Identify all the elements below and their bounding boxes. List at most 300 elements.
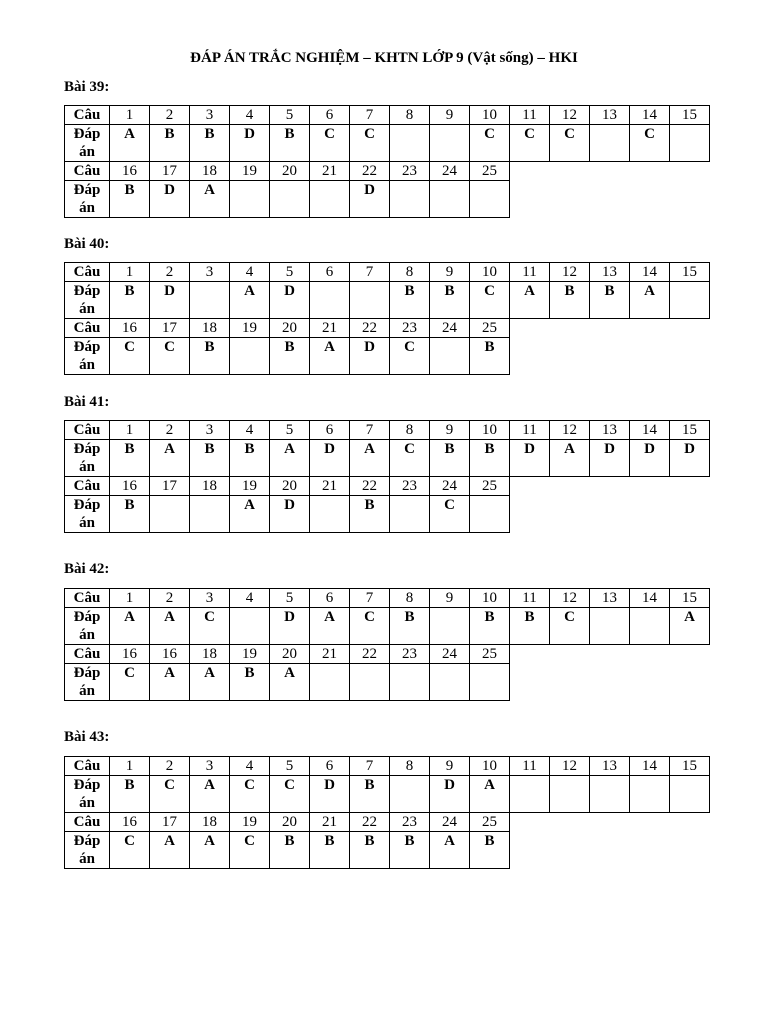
empty-cell (550, 813, 590, 832)
empty-cell (550, 338, 590, 375)
question-number-cell: 16 (110, 162, 150, 181)
question-number-cell: 17 (150, 813, 190, 832)
empty-cell (590, 338, 630, 375)
empty-cell (510, 319, 550, 338)
question-number-cell: 9 (430, 589, 470, 608)
answer-cell (390, 181, 430, 218)
question-number-cell: 20 (270, 813, 310, 832)
answer-row (65, 181, 710, 218)
answer-cell: D (270, 282, 310, 319)
section-label: Bài 40: (64, 236, 110, 252)
answer-cell: A (270, 664, 310, 701)
answer-row (65, 440, 710, 477)
question-number-cell: 15 (670, 589, 710, 608)
empty-cell (670, 496, 710, 533)
question-number-cell: 3 (190, 757, 230, 776)
answer-label-line1: Đáp (73, 833, 101, 849)
answer-cell: C (630, 125, 670, 162)
question-number-cell: 10 (470, 263, 510, 282)
question-number-cell: 1 (110, 421, 150, 440)
question-number-cell: 11 (510, 106, 550, 125)
answer-cell: B (390, 282, 430, 319)
question-number-cell: 8 (390, 589, 430, 608)
answer-cell: C (190, 608, 230, 645)
answer-row (65, 338, 710, 375)
empty-cell (630, 162, 670, 181)
answer-cell: B (150, 125, 190, 162)
answer-cell (230, 608, 270, 645)
empty-cell (590, 645, 630, 664)
answer-cell: B (110, 440, 150, 477)
empty-cell (630, 319, 670, 338)
empty-cell (670, 664, 710, 701)
answer-cell: A (150, 440, 190, 477)
question-number-cell: 7 (350, 421, 390, 440)
question-number-cell: 21 (310, 319, 350, 338)
empty-cell (550, 162, 590, 181)
question-number-cell: 22 (350, 645, 390, 664)
answer-cell: C (230, 776, 270, 813)
answer-cell (670, 282, 710, 319)
empty-cell (630, 496, 670, 533)
question-number-row (65, 106, 710, 125)
question-number-cell: 15 (670, 263, 710, 282)
empty-cell (550, 477, 590, 496)
question-number-cell: 5 (270, 106, 310, 125)
answer-cell: B (350, 496, 390, 533)
answer-cell: B (110, 282, 150, 319)
answer-cell (670, 125, 710, 162)
question-number-cell: 2 (150, 263, 190, 282)
question-number-cell: 16 (110, 645, 150, 664)
question-number-cell: 1 (110, 757, 150, 776)
answer-label-cell (65, 496, 110, 533)
answer-cell (390, 125, 430, 162)
answer-label-line1: Đáp (73, 182, 101, 198)
question-number-cell: 9 (430, 757, 470, 776)
answer-label-line2: án (79, 627, 95, 643)
answer-label-cell (65, 338, 110, 375)
answer-cell: A (110, 125, 150, 162)
answer-cell (510, 776, 550, 813)
answer-row (65, 496, 710, 533)
answer-cell: D (150, 282, 190, 319)
question-number-cell: 15 (670, 421, 710, 440)
question-number-cell: 3 (190, 106, 230, 125)
question-number-cell: 7 (350, 757, 390, 776)
question-number-cell: 11 (510, 757, 550, 776)
answer-cell: A (630, 282, 670, 319)
answer-cell: C (510, 125, 550, 162)
answer-label-line2: án (79, 144, 95, 160)
empty-cell (670, 645, 710, 664)
answer-cell (470, 664, 510, 701)
question-number-cell: 12 (550, 263, 590, 282)
question-number-cell: 14 (630, 589, 670, 608)
answer-cell: A (470, 776, 510, 813)
empty-cell (510, 645, 550, 664)
question-number-cell: 4 (230, 589, 270, 608)
empty-cell (630, 477, 670, 496)
question-number-cell: 23 (390, 319, 430, 338)
question-number-cell: 3 (190, 263, 230, 282)
answer-row (65, 832, 710, 869)
question-number-cell: 8 (390, 757, 430, 776)
answer-cell (350, 282, 390, 319)
answer-cell: C (270, 776, 310, 813)
answer-cell (630, 776, 670, 813)
question-number-cell: 21 (310, 645, 350, 664)
question-number-cell: 23 (390, 813, 430, 832)
answer-cell: B (510, 608, 550, 645)
answer-cell (270, 181, 310, 218)
question-label-cell: Câu (65, 645, 110, 664)
question-number-cell: 21 (310, 477, 350, 496)
answer-cell: A (150, 608, 190, 645)
question-number-cell: 12 (550, 421, 590, 440)
answer-cell: B (190, 440, 230, 477)
answer-cell (230, 181, 270, 218)
question-number-cell: 5 (270, 589, 310, 608)
answer-label-line2: án (79, 459, 95, 475)
answer-cell: B (470, 440, 510, 477)
empty-cell (670, 162, 710, 181)
question-number-cell: 18 (190, 477, 230, 496)
question-number-cell: 7 (350, 106, 390, 125)
answer-label-line2: án (79, 851, 95, 867)
question-number-cell: 20 (270, 645, 310, 664)
answer-label-line2: án (79, 683, 95, 699)
answer-cell: A (190, 832, 230, 869)
answer-cell: C (390, 338, 430, 375)
question-number-cell: 2 (150, 421, 190, 440)
question-number-row (65, 589, 710, 608)
answer-cell (430, 664, 470, 701)
question-number-cell: 19 (230, 813, 270, 832)
question-label-cell: Câu (65, 263, 110, 282)
answer-label-cell (65, 181, 110, 218)
answer-cell: B (110, 776, 150, 813)
answer-cell: B (190, 125, 230, 162)
question-number-cell: 5 (270, 263, 310, 282)
answer-label-line1: Đáp (73, 777, 101, 793)
answer-label-line2: án (79, 515, 95, 531)
question-number-cell: 22 (350, 162, 390, 181)
answer-cell: A (190, 181, 230, 218)
empty-cell (590, 162, 630, 181)
answer-cell: B (230, 440, 270, 477)
question-number-cell: 22 (350, 477, 390, 496)
question-number-cell: 2 (150, 106, 190, 125)
question-number-cell: 13 (590, 106, 630, 125)
question-number-cell: 10 (470, 757, 510, 776)
answer-cell: D (350, 181, 390, 218)
answer-cell: D (270, 496, 310, 533)
empty-cell (510, 338, 550, 375)
answer-cell (430, 608, 470, 645)
question-number-cell: 17 (150, 162, 190, 181)
question-number-cell: 20 (270, 319, 310, 338)
empty-cell (630, 181, 670, 218)
answer-cell (390, 496, 430, 533)
question-label-cell: Câu (65, 106, 110, 125)
answer-cell: A (270, 440, 310, 477)
answer-cell: C (150, 338, 190, 375)
question-number-cell: 25 (470, 645, 510, 664)
empty-cell (510, 477, 550, 496)
question-label-cell: Câu (65, 162, 110, 181)
question-number-cell: 10 (470, 106, 510, 125)
question-number-cell: 25 (470, 813, 510, 832)
question-number-cell: 22 (350, 319, 390, 338)
section-label: Bài 41: (64, 394, 110, 410)
question-number-cell: 6 (310, 263, 350, 282)
question-number-cell: 8 (390, 106, 430, 125)
answer-cell (310, 664, 350, 701)
answer-table (64, 262, 710, 375)
question-number-cell: 6 (310, 757, 350, 776)
question-number-cell: 2 (150, 589, 190, 608)
answer-cell (670, 776, 710, 813)
question-number-cell: 24 (430, 319, 470, 338)
answer-row (65, 282, 710, 319)
question-label-cell: Câu (65, 589, 110, 608)
answer-cell: A (150, 664, 190, 701)
question-number-cell: 14 (630, 106, 670, 125)
answer-cell: B (350, 832, 390, 869)
question-number-cell: 6 (310, 589, 350, 608)
empty-cell (630, 664, 670, 701)
question-number-cell: 13 (590, 757, 630, 776)
question-number-cell: 16 (110, 813, 150, 832)
answer-cell: A (430, 832, 470, 869)
empty-cell (550, 645, 590, 664)
answer-cell: C (350, 608, 390, 645)
answer-cell: B (270, 338, 310, 375)
question-number-cell: 15 (670, 757, 710, 776)
empty-cell (550, 664, 590, 701)
question-number-cell: 1 (110, 106, 150, 125)
empty-cell (670, 338, 710, 375)
empty-cell (590, 813, 630, 832)
empty-cell (550, 319, 590, 338)
answer-cell: B (470, 338, 510, 375)
answer-cell: C (110, 664, 150, 701)
question-number-cell: 22 (350, 813, 390, 832)
question-number-cell: 17 (150, 477, 190, 496)
question-number-cell: 1 (110, 263, 150, 282)
empty-cell (590, 832, 630, 869)
question-number-cell: 24 (430, 813, 470, 832)
answer-cell: B (230, 664, 270, 701)
answer-cell: A (310, 608, 350, 645)
answer-cell: B (270, 125, 310, 162)
question-label-cell: Câu (65, 757, 110, 776)
empty-cell (550, 181, 590, 218)
question-number-cell: 24 (430, 645, 470, 664)
question-number-cell: 14 (630, 757, 670, 776)
answer-label-cell (65, 440, 110, 477)
answer-label-cell (65, 282, 110, 319)
answer-cell (310, 496, 350, 533)
question-number-row (65, 645, 710, 664)
answer-cell (470, 496, 510, 533)
question-number-cell: 25 (470, 319, 510, 338)
answer-cell: A (350, 440, 390, 477)
question-number-cell: 18 (190, 813, 230, 832)
answer-row (65, 776, 710, 813)
question-number-cell: 19 (230, 319, 270, 338)
question-number-row (65, 757, 710, 776)
question-number-cell: 21 (310, 813, 350, 832)
answer-label-line2: án (79, 200, 95, 216)
question-number-row (65, 263, 710, 282)
question-number-cell: 7 (350, 263, 390, 282)
empty-cell (630, 645, 670, 664)
empty-cell (590, 319, 630, 338)
question-number-cell: 21 (310, 162, 350, 181)
question-number-cell: 10 (470, 421, 510, 440)
question-number-cell: 17 (150, 319, 190, 338)
question-number-row (65, 421, 710, 440)
answer-table (64, 105, 710, 218)
question-number-row (65, 477, 710, 496)
answer-cell: C (350, 125, 390, 162)
question-number-cell: 12 (550, 589, 590, 608)
question-label-cell: Câu (65, 813, 110, 832)
answer-cell: B (390, 832, 430, 869)
empty-cell (510, 162, 550, 181)
question-label-cell: Câu (65, 477, 110, 496)
answer-label-line2: án (79, 301, 95, 317)
answer-cell: B (110, 496, 150, 533)
empty-cell (510, 813, 550, 832)
answer-cell (310, 181, 350, 218)
answer-table (64, 756, 710, 869)
question-number-cell: 11 (510, 589, 550, 608)
answer-cell: A (150, 832, 190, 869)
answer-cell: C (230, 832, 270, 869)
page-title: ĐÁP ÁN TRẮC NGHIỆM – KHTN LỚP 9 (Vật sống) – HKI (190, 50, 578, 66)
answer-cell (150, 496, 190, 533)
question-number-cell: 4 (230, 106, 270, 125)
answer-cell: D (230, 125, 270, 162)
answer-label-line2: án (79, 795, 95, 811)
answer-label-line1: Đáp (73, 283, 101, 299)
answer-cell: C (550, 608, 590, 645)
question-number-cell: 19 (230, 645, 270, 664)
question-number-cell: 18 (190, 645, 230, 664)
answer-label-cell (65, 832, 110, 869)
question-number-cell: 13 (590, 421, 630, 440)
answer-cell: C (110, 832, 150, 869)
question-number-cell: 11 (510, 263, 550, 282)
question-label-cell: Câu (65, 421, 110, 440)
answer-cell: B (470, 832, 510, 869)
answer-cell (550, 776, 590, 813)
question-number-cell: 10 (470, 589, 510, 608)
answer-cell: D (510, 440, 550, 477)
answer-cell: A (190, 776, 230, 813)
answer-cell: D (630, 440, 670, 477)
question-number-cell: 16 (150, 645, 190, 664)
question-label-cell: Câu (65, 319, 110, 338)
empty-cell (510, 181, 550, 218)
empty-cell (630, 813, 670, 832)
question-number-cell: 16 (110, 477, 150, 496)
answer-cell: B (270, 832, 310, 869)
answer-cell: C (110, 338, 150, 375)
empty-cell (510, 664, 550, 701)
answer-cell: C (390, 440, 430, 477)
empty-cell (590, 477, 630, 496)
answer-cell: B (190, 338, 230, 375)
empty-cell (510, 832, 550, 869)
answer-cell: D (350, 338, 390, 375)
answer-cell (590, 125, 630, 162)
answer-cell (350, 664, 390, 701)
question-number-cell: 24 (430, 162, 470, 181)
answer-cell: A (110, 608, 150, 645)
answer-cell (390, 664, 430, 701)
answer-cell: B (310, 832, 350, 869)
question-number-cell: 25 (470, 477, 510, 496)
answer-cell (390, 776, 430, 813)
question-number-cell: 23 (390, 645, 430, 664)
answer-cell: C (430, 496, 470, 533)
answer-cell: C (470, 125, 510, 162)
answer-cell (470, 181, 510, 218)
question-number-cell: 25 (470, 162, 510, 181)
answer-cell: A (230, 282, 270, 319)
question-number-cell: 2 (150, 757, 190, 776)
question-number-cell: 9 (430, 106, 470, 125)
answer-cell: D (590, 440, 630, 477)
question-number-cell: 13 (590, 589, 630, 608)
answer-cell: C (150, 776, 190, 813)
answer-label-line2: án (79, 357, 95, 373)
empty-cell (550, 496, 590, 533)
question-number-cell: 5 (270, 757, 310, 776)
question-number-cell: 20 (270, 162, 310, 181)
question-number-cell: 23 (390, 162, 430, 181)
answer-cell: A (310, 338, 350, 375)
answer-cell (310, 282, 350, 319)
answer-label-line1: Đáp (73, 665, 101, 681)
answer-cell: C (470, 282, 510, 319)
empty-cell (670, 477, 710, 496)
answer-row (65, 608, 710, 645)
answer-label-line1: Đáp (73, 441, 101, 457)
question-number-cell: 18 (190, 319, 230, 338)
answer-cell: C (550, 125, 590, 162)
answer-label-cell (65, 776, 110, 813)
question-number-cell: 19 (230, 162, 270, 181)
empty-cell (590, 496, 630, 533)
answer-cell (630, 608, 670, 645)
question-number-cell: 4 (230, 263, 270, 282)
empty-cell (590, 181, 630, 218)
section-label: Bài 39: (64, 79, 110, 95)
answer-label-line1: Đáp (73, 609, 101, 625)
answer-cell: A (670, 608, 710, 645)
question-number-cell: 6 (310, 106, 350, 125)
question-number-row (65, 813, 710, 832)
answer-table (64, 588, 710, 701)
answer-cell: C (310, 125, 350, 162)
answer-cell (590, 608, 630, 645)
question-number-cell: 24 (430, 477, 470, 496)
